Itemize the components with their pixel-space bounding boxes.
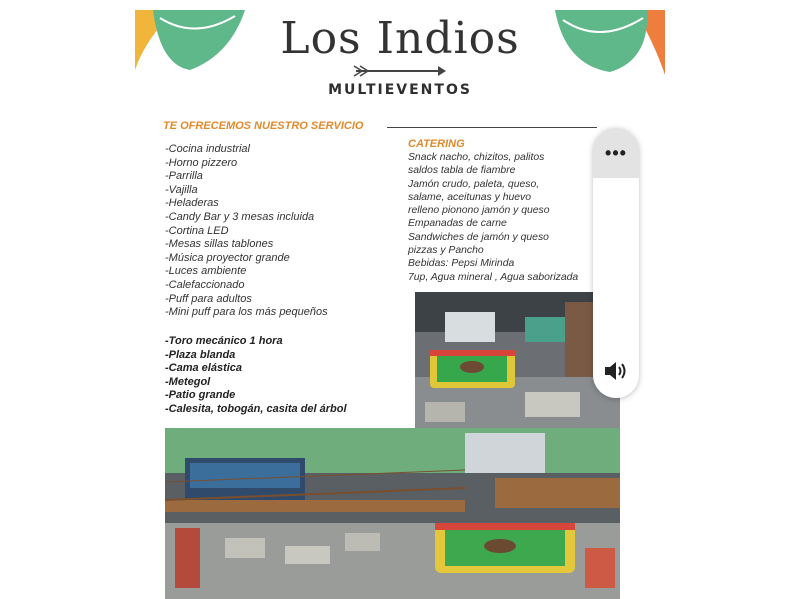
volume-button[interactable] bbox=[603, 360, 629, 387]
offer-title: TE OFRECEMOS NUESTRO SERVICIO bbox=[163, 120, 364, 132]
list-item: Jamón crudo, paleta, queso, bbox=[408, 178, 540, 190]
list-item: -Mini puff para los más pequeños bbox=[165, 306, 328, 319]
list-item: -Plaza blanda bbox=[165, 348, 236, 361]
list-item: -Horno pizzero bbox=[165, 156, 238, 169]
brand-name: Los Indios bbox=[280, 13, 520, 64]
list-item: -Heladeras bbox=[165, 197, 219, 210]
list-item: -Cortina LED bbox=[165, 224, 229, 237]
leaf-decoration-right bbox=[555, 10, 665, 80]
list-item: saldos tabla de fiambre bbox=[408, 165, 516, 177]
list-item: -Música proyector grande bbox=[165, 251, 290, 264]
list-item: -Candy Bar y 3 mesas incluida bbox=[165, 210, 315, 223]
list-item: Bebidas: Pepsi Mirinda bbox=[408, 258, 515, 270]
venue-photo-small bbox=[415, 292, 620, 432]
brand-logo bbox=[275, 14, 525, 98]
list-item: -Calefaccionado bbox=[165, 278, 245, 291]
brand-subtitle: MULTIEVENTOS bbox=[328, 82, 472, 98]
list-item: relleno pionono jamón y queso bbox=[408, 205, 550, 217]
catering-list bbox=[408, 151, 618, 284]
list-item: -Luces ambiente bbox=[165, 265, 247, 278]
extras-list bbox=[165, 335, 347, 417]
arrow-icon bbox=[352, 64, 448, 78]
list-item: Snack nacho, chizitos, palitos bbox=[408, 152, 545, 163]
title-divider bbox=[387, 127, 597, 128]
leaf-decoration-left bbox=[135, 10, 245, 80]
list-item: Empanadas de carne bbox=[408, 218, 507, 230]
catering-title: CATERING bbox=[408, 138, 465, 150]
list-item: -Parrilla bbox=[165, 170, 203, 183]
list-item: -Puff para adultos bbox=[165, 292, 252, 305]
venue-photo-panorama bbox=[165, 428, 620, 599]
speaker-volume-icon bbox=[603, 360, 629, 382]
services-list bbox=[165, 143, 328, 320]
list-item: -Mesas sillas tablones bbox=[165, 238, 274, 251]
list-item: salame, aceitunas y huevo bbox=[408, 191, 532, 203]
list-item: -Cama elástica bbox=[165, 362, 243, 375]
list-item: 7up, Agua mineral , Agua saborizada bbox=[408, 271, 579, 283]
list-item: -Metegol bbox=[165, 375, 211, 388]
more-dots-icon: ••• bbox=[605, 143, 627, 163]
list-item: -Toro mecánico 1 hora bbox=[165, 335, 283, 347]
video-controls-overlay bbox=[593, 128, 639, 398]
flyer-image bbox=[135, 10, 665, 599]
list-item: Sandwiches de jamón y queso bbox=[408, 231, 549, 243]
list-item: -Vajilla bbox=[165, 183, 198, 196]
list-item: -Cocina industrial bbox=[165, 143, 250, 155]
list-item: -Calesita, tobogán, casita del árbol bbox=[165, 402, 347, 415]
list-item: -Patio grande bbox=[165, 389, 236, 402]
more-options-button[interactable] bbox=[593, 128, 639, 178]
list-item: pizzas y Pancho bbox=[408, 245, 484, 257]
